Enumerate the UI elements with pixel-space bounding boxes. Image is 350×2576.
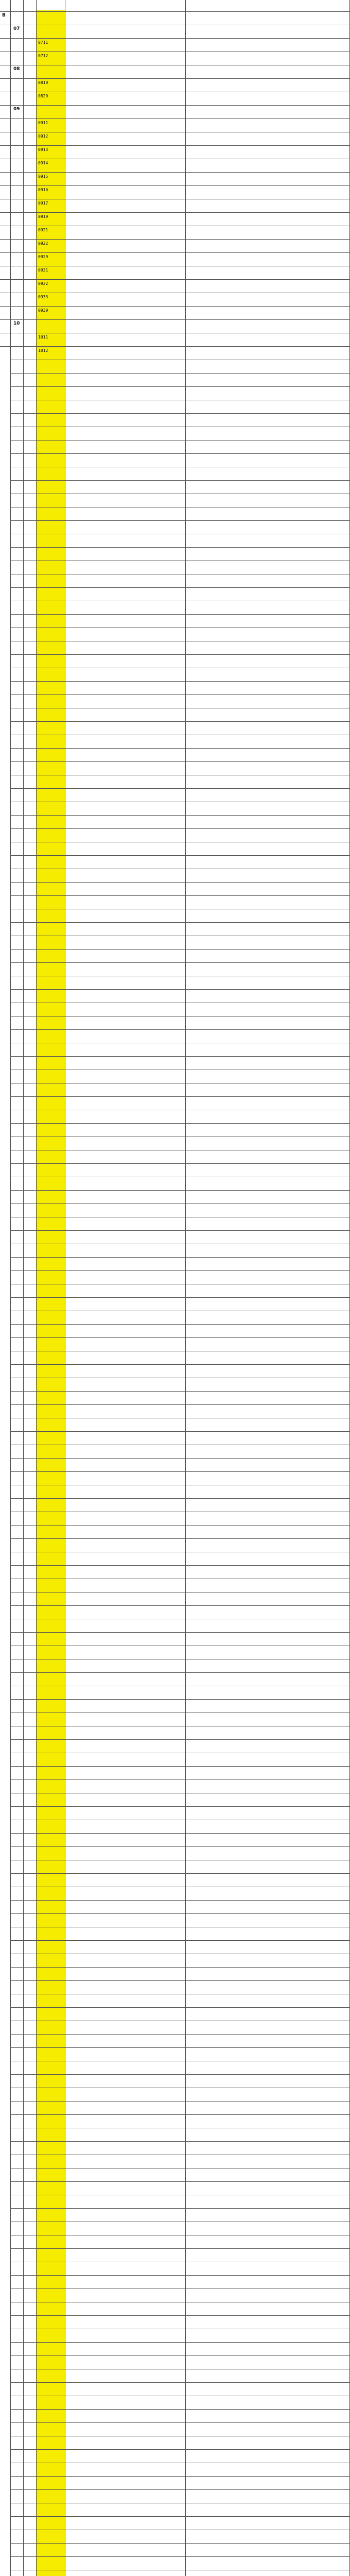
table-row-divider	[10, 1605, 350, 1606]
table-row-divider	[10, 681, 350, 682]
code-cell: 0915	[38, 174, 48, 179]
table-row-divider	[10, 2489, 350, 2490]
table-row-divider	[10, 2476, 350, 2477]
table-row-divider	[10, 761, 350, 762]
level2-cell: 09	[13, 107, 20, 112]
table-row-divider	[10, 2114, 350, 2115]
table-row-divider	[10, 855, 350, 856]
code-cell: 0810	[38, 80, 48, 85]
level2-cell: 08	[13, 66, 20, 72]
table-row-divider	[10, 2543, 350, 2544]
code-cell: 0914	[38, 161, 48, 165]
table-row-divider	[0, 212, 350, 213]
table-row-divider	[10, 587, 350, 588]
table-row-divider	[10, 2007, 350, 2008]
table-row-divider	[10, 2208, 350, 2209]
table-row-divider	[10, 1431, 350, 1432]
table-row-divider	[10, 2342, 350, 2343]
code-column-highlight	[36, 10, 65, 2576]
code-cell: 1012	[38, 348, 48, 353]
table-row-divider	[10, 2449, 350, 2450]
table-row-divider	[10, 2275, 350, 2276]
table-row-divider	[0, 306, 350, 307]
table-row-divider	[10, 1913, 350, 1914]
code-cell: 0931	[38, 268, 48, 273]
table-row-divider	[10, 1766, 350, 1767]
table-row-divider	[10, 1565, 350, 1566]
table-row-divider	[10, 1672, 350, 1673]
table-row-divider	[10, 1190, 350, 1191]
table-row-divider	[10, 788, 350, 789]
table-row-divider	[10, 1123, 350, 1124]
table-row-divider	[10, 614, 350, 615]
code-cell: 0932	[38, 281, 48, 286]
table-row-divider	[10, 1739, 350, 1740]
table-row-divider	[0, 118, 350, 119]
table-row-divider	[0, 38, 350, 39]
table-row-divider	[10, 2422, 350, 2423]
table-row-divider	[10, 1458, 350, 1459]
table-row-divider	[0, 346, 350, 347]
table-row-divider	[10, 373, 350, 374]
table-row-divider	[10, 1324, 350, 1325]
table-row-divider	[10, 1525, 350, 1526]
table-row-divider	[10, 2409, 350, 2410]
table-row-divider	[10, 828, 350, 829]
table-row-divider	[10, 1632, 350, 1633]
table-row-divider	[10, 1096, 350, 1097]
table-row-divider	[10, 2034, 350, 2035]
code-cell: 0933	[38, 295, 48, 299]
code-cell: 0820	[38, 94, 48, 98]
table-row-divider	[10, 520, 350, 521]
table-row-divider	[10, 2516, 350, 2517]
table-row-divider	[10, 1056, 350, 1057]
code-cell: 0919	[38, 214, 48, 219]
level1-cell: B	[2, 13, 6, 18]
table-row-divider	[0, 239, 350, 240]
table-row-divider	[10, 1980, 350, 1981]
code-cell: 0912	[38, 134, 48, 139]
table-row-divider	[10, 1900, 350, 1901]
table-row-divider	[0, 145, 350, 146]
table-row-divider	[0, 319, 350, 320]
table-row-divider	[10, 989, 350, 990]
table-row-divider	[10, 2355, 350, 2356]
code-cell: 0921	[38, 228, 48, 232]
table-row-divider	[10, 922, 350, 923]
table-row-divider	[10, 480, 350, 481]
table-row-divider	[10, 2181, 350, 2182]
code-cell: 0922	[38, 241, 48, 246]
table-row-divider	[10, 895, 350, 896]
code-cell: 0712	[38, 54, 48, 58]
table-row-divider	[10, 1257, 350, 1258]
table-row-divider	[10, 1364, 350, 1365]
table-row-divider	[10, 1967, 350, 1968]
table-row-divider	[10, 949, 350, 950]
table-row-divider	[10, 882, 350, 883]
table-row-divider	[10, 1163, 350, 1164]
code-cell: 0916	[38, 188, 48, 192]
table-row-divider	[10, 1471, 350, 1472]
table-row-divider	[10, 694, 350, 695]
code-cell: 1011	[38, 335, 48, 340]
table-row-divider	[10, 2315, 350, 2316]
table-row-divider	[10, 1029, 350, 1030]
table-row-divider	[10, 2556, 350, 2557]
code-cell: 0917	[38, 201, 48, 206]
table-row-divider	[0, 105, 350, 106]
table-row-divider	[10, 815, 350, 816]
table-row-divider	[10, 1230, 350, 1231]
level2-cell: 10	[13, 321, 20, 326]
table-row-divider	[0, 78, 350, 79]
table-row-divider	[10, 413, 350, 414]
table-row-divider	[10, 748, 350, 749]
table-row-divider	[0, 279, 350, 280]
table-row-divider	[10, 453, 350, 454]
table-row-divider	[0, 252, 350, 253]
code-cell: 0711	[38, 40, 48, 45]
table-row-divider	[10, 547, 350, 548]
table-row-divider	[10, 2074, 350, 2075]
table-row-divider	[10, 2141, 350, 2142]
table-row-divider	[10, 1498, 350, 1499]
table-row-divider	[10, 2047, 350, 2048]
table-row-divider	[10, 1833, 350, 1834]
table-row-divider	[10, 1806, 350, 1807]
table-row-divider	[10, 1297, 350, 1298]
table-row-divider	[10, 1699, 350, 1700]
table-row-divider	[10, 1270, 350, 1271]
table-row-divider	[0, 172, 350, 173]
code-cell: 0929	[38, 255, 48, 259]
table-row-divider	[10, 1404, 350, 1405]
code-cell: 0911	[38, 121, 48, 125]
table-row-divider	[10, 1846, 350, 1847]
table-row-divider	[10, 1873, 350, 1874]
table-row-divider	[10, 1538, 350, 1539]
table-row-divider	[10, 2101, 350, 2102]
table-row-divider	[10, 386, 350, 387]
table-row-divider	[10, 1940, 350, 1941]
code-cell: 0939	[38, 308, 48, 313]
table-row-divider	[10, 962, 350, 963]
table-row-divider	[0, 185, 350, 186]
level2-cell: 07	[13, 26, 20, 31]
table-row-divider	[10, 654, 350, 655]
code-cell: 0913	[38, 147, 48, 152]
table-row-divider	[10, 1391, 350, 1392]
table-row-divider	[10, 721, 350, 722]
table-row-divider	[10, 2382, 350, 2383]
table-row-divider	[10, 2248, 350, 2249]
table-row-divider	[0, 11, 350, 12]
table-row-divider	[10, 1337, 350, 1338]
